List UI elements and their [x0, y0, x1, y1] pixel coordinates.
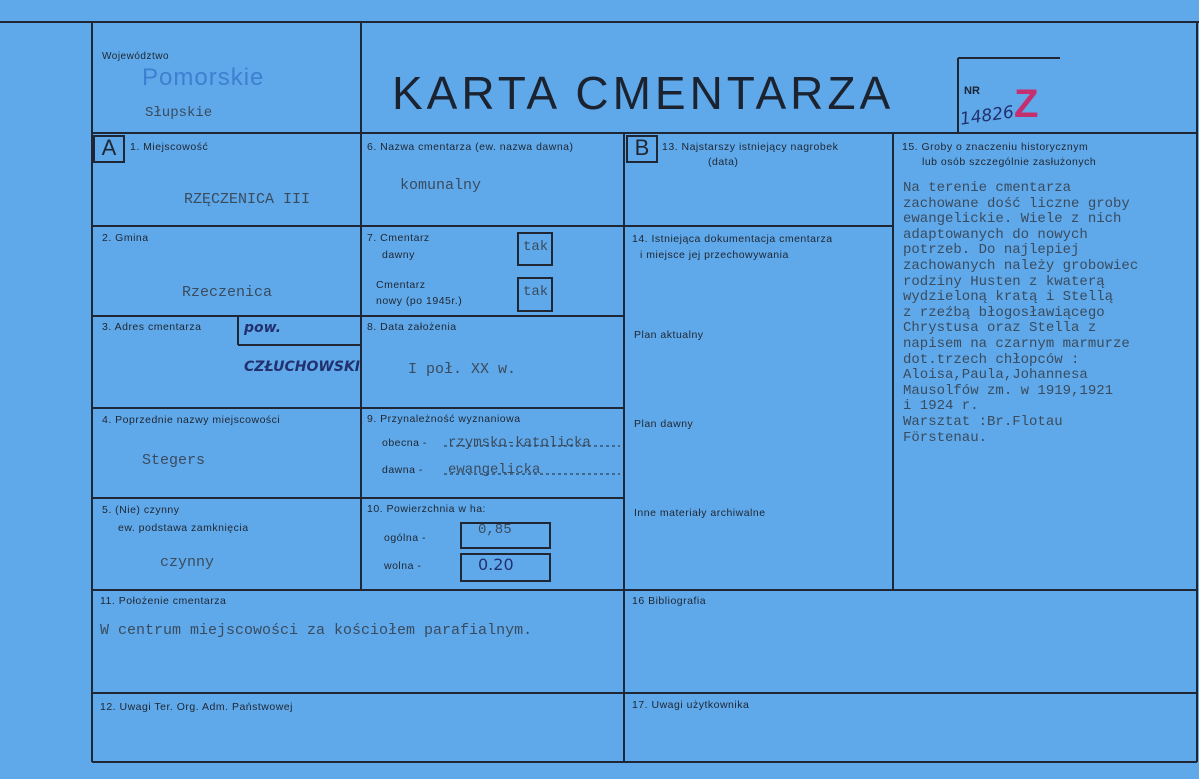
przynaleznosc-dawna-value: ewangelicka	[448, 462, 541, 478]
plan-dawny-label: Plan dawny	[634, 418, 694, 430]
groby-text-line: Chrystusa oraz Stella z	[903, 320, 1097, 337]
najstarszy-nagrobek-label: 13. Najstarszy istniejący nagrobek	[662, 141, 839, 153]
przynaleznosc-dawna-label: dawna -	[382, 464, 423, 476]
groby-text-line: Warsztat :Br.Flotau	[903, 413, 1063, 430]
section-b-letter: B	[626, 135, 658, 163]
powierzchnia-wolna-label: wolna -	[384, 560, 422, 572]
data-zalozenia-label: 8. Data założenia	[367, 321, 457, 333]
groby-text-line: ewangelickie. Wiele z nich	[903, 211, 1122, 228]
nazwa-cmentarza-value: komunalny	[400, 177, 482, 194]
powierzchnia-label: 10. Powierzchnia w ha:	[367, 503, 486, 515]
bibliografia-label: 16 Bibliografia	[632, 595, 707, 607]
dokumentacja-label: 14. Istniejąca dokumentacja cmentarza	[632, 233, 833, 245]
groby-text-line: Mausolfów zm. w 1919,1921	[903, 382, 1114, 399]
najstarszy-nagrobek-sublabel: (data)	[708, 156, 739, 168]
cmentarz-nowy-label: Cmentarz	[376, 279, 426, 291]
cmentarz-nowy-sublabel: nowy (po 1945r.)	[376, 295, 463, 307]
przynaleznosc-obecna-value: rzymsko-katolicka	[448, 435, 591, 451]
adres-value-county: CZŁUCHOWSKI	[244, 359, 361, 375]
section-a-letter: A	[93, 135, 125, 163]
inne-materialy-label: Inne materiały archiwalne	[634, 507, 766, 519]
nr-label: NR	[964, 85, 980, 97]
page-title: KARTA CMENTARZA	[392, 67, 895, 119]
groby-label: 15. Groby o znaczeniu historycznym	[902, 141, 1089, 153]
sub-region: Słupskie	[145, 105, 213, 121]
adres-value-pow: pow.	[244, 320, 281, 336]
groby-text-line: napisem na czarnym marmurze	[903, 335, 1130, 352]
groby-text-line: wydzieloną kratą i Stellą	[903, 289, 1114, 306]
cmentarz-nowy-value: tak	[523, 284, 549, 300]
czynny-sublabel: ew. podstawa zamknięcia	[118, 522, 249, 534]
groby-text-line: zachowane dość liczne groby	[903, 195, 1130, 212]
groby-text-line: Na terenie cmentarza	[903, 180, 1072, 196]
gmina-label: 2. Gmina	[102, 232, 149, 244]
uwagi-ter-label: 12. Uwagi Ter. Org. Adm. Państwowej	[100, 701, 293, 713]
gmina-value: Rzeczenica	[182, 284, 273, 301]
groby-sublabel: lub osób szczególnie zasłużonych	[922, 156, 1097, 168]
polozenie-value: W centrum miejscowości za kościołem parafialnym.	[100, 622, 533, 639]
data-zalozenia-value: I poł. XX w.	[408, 361, 517, 378]
miejscowosc-label: 1. Miejscowość	[130, 141, 209, 153]
powierzchnia-wolna-value: 0.20	[478, 555, 514, 574]
powierzchnia-ogolna-value: 0,85	[478, 522, 512, 538]
dokumentacja-sublabel: i miejsce jej przechowywania	[640, 249, 789, 261]
nr-letter: Z	[1014, 82, 1039, 126]
polozenie-label: 11. Położenie cmentarza	[100, 595, 227, 607]
groby-description	[903, 181, 1195, 446]
wojewodztwo-stamp: Pomorskie	[142, 64, 265, 91]
adres-label: 3. Adres cmentarza	[102, 321, 202, 333]
miejscowosc-value: RZĘCZENICA III	[184, 191, 311, 208]
groby-text-line: zachowanych należy grobowiec	[903, 257, 1139, 274]
czynny-value: czynny	[160, 554, 215, 571]
groby-text-line: adaptowanych do nowych	[903, 226, 1088, 243]
nr-value: 14826	[958, 102, 1016, 130]
groby-text-line: rodziny Husten z kwaterą	[903, 273, 1105, 290]
uwagi-uzytkownika-label: 17. Uwagi użytkownika	[632, 699, 750, 711]
groby-text-line: i 1924 r.	[903, 398, 979, 415]
poprzednie-nazwy-label: 4. Poprzednie nazwy miejscowości	[102, 414, 281, 426]
cmentarz-dawny-value: tak	[523, 239, 549, 255]
groby-text-line: Aloisa,Paula,Johannesa	[903, 367, 1088, 384]
groby-text-line: z rzeźbą błogosławiącego	[903, 304, 1105, 321]
przynaleznosc-label: 9. Przynależność wyznaniowa	[367, 413, 521, 425]
powierzchnia-ogolna-label: ogólna -	[384, 532, 426, 544]
plan-aktualny-label: Plan aktualny	[634, 329, 704, 341]
groby-text-line: dot.trzech chłopców :	[903, 351, 1080, 368]
wojewodztwo-label: Województwo	[102, 51, 170, 62]
czynny-label: 5. (Nie) czynny	[102, 504, 180, 516]
cmentarz-dawny-sublabel: dawny	[382, 249, 415, 261]
cmentarz-dawny-label: 7. Cmentarz	[367, 232, 430, 244]
nazwa-cmentarza-label: 6. Nazwa cmentarza (ew. nazwa dawna)	[367, 141, 574, 153]
poprzednie-nazwy-value: Stegers	[142, 452, 206, 469]
groby-text-line: Förstenau.	[903, 429, 988, 446]
groby-text-line: potrzeb. Do najlepiej	[903, 242, 1080, 259]
przynaleznosc-obecna-label: obecna -	[382, 437, 427, 449]
